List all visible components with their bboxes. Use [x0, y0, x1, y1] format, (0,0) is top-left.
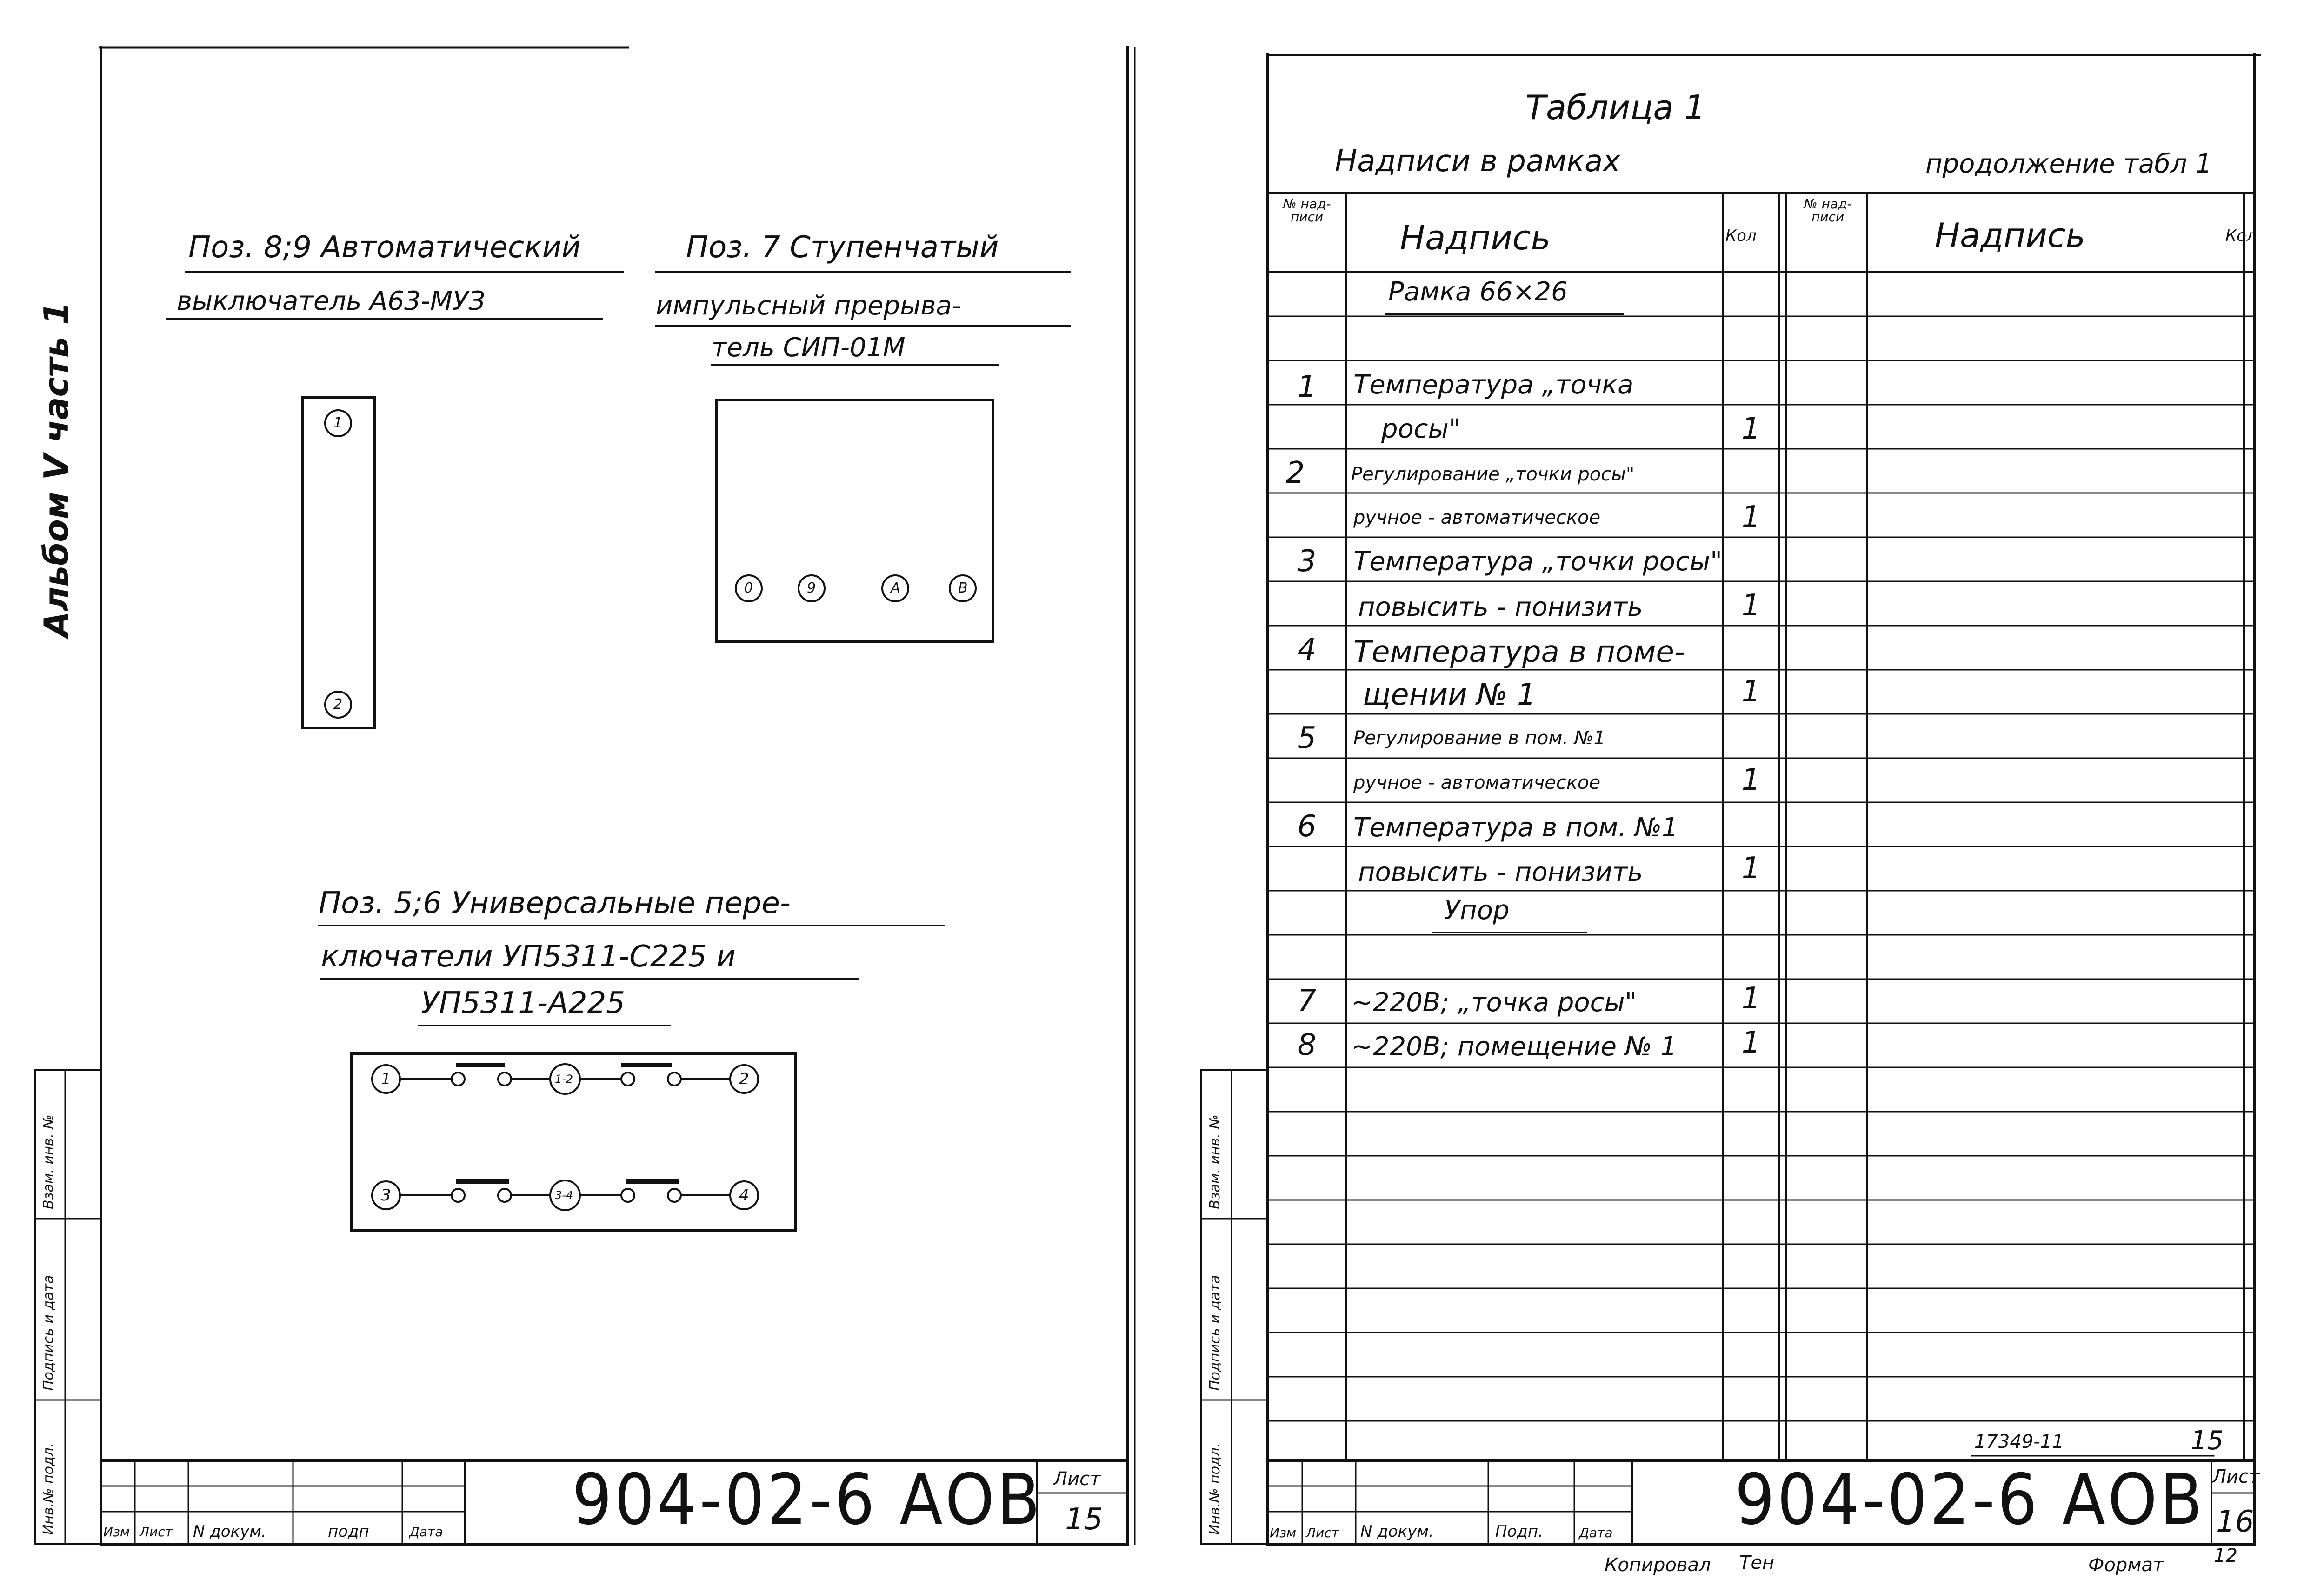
frame-title: Рамка 66×26 [1388, 277, 1568, 307]
switch-terminal-3: 3 [381, 1186, 391, 1205]
header-qty-left: Кол [1725, 227, 1757, 245]
table-row-text: повысить - понизить [1358, 857, 1643, 887]
switch-terminal-1-2: 1-2 [555, 1073, 573, 1086]
left-col-doc: N докум. [193, 1522, 266, 1541]
left-stamp-inv: Инв.№ подл. [40, 1443, 57, 1535]
left-sheet-label: Лист [1053, 1468, 1101, 1490]
left-col-list: Лист [140, 1524, 173, 1540]
format-label: Формат [2088, 1554, 2164, 1576]
switch-terminal-3-4: 3-4 [555, 1189, 573, 1202]
right-col-doc: N докум. [1360, 1522, 1434, 1541]
table-row-no: 3 [1297, 544, 1317, 579]
right-stamp-replace: Взам. инв. № [1207, 1114, 1223, 1209]
right-col-list: Лист [1306, 1525, 1339, 1540]
device-7-terminal-a: A [891, 580, 900, 596]
table-row-no: 2 [1285, 456, 1305, 490]
table-row-text: росы" [1381, 414, 1461, 444]
table-continuation: продолжение табл 1 [1925, 149, 2212, 179]
copied-by-sign: Тен [1739, 1552, 1775, 1573]
table-row-no: 1 [1297, 370, 1317, 404]
table-row-text: Температура в поме- [1353, 635, 1685, 669]
device-5-6-title-1: Поз. 5;6 Универсальные пере- [319, 886, 791, 920]
device-8-9-terminal-1: 1 [333, 415, 343, 431]
table-row-text: ручное - автоматическое [1353, 507, 1601, 528]
left-col-date: Дата [409, 1524, 443, 1540]
left-col-izm: Изм [103, 1524, 130, 1540]
switch-terminal-1: 1 [381, 1070, 391, 1088]
device-7-terminal-b: B [958, 580, 968, 596]
table-row-no: 6 [1297, 809, 1317, 844]
left-stamp-replace: Взам. инв. № [40, 1114, 57, 1209]
device-5-6-title-2: ключатели УП5311-С225 и [321, 940, 736, 974]
left-sheet-number: 15 [1065, 1502, 1103, 1537]
device-8-9-terminal-2: 2 [333, 696, 343, 713]
table-row-qty: 1 [1741, 851, 1761, 886]
table-row-text: щении № 1 [1363, 678, 1536, 712]
order-page: 15 [2191, 1426, 2224, 1456]
table-row-text: ~220В; помещение № 1 [1351, 1032, 1677, 1062]
right-stamp-sign: Подпись и дата [1207, 1275, 1223, 1391]
table-row-text: Температура „точка [1353, 370, 1634, 400]
stop-title: Упор [1444, 895, 1510, 926]
device-8-9-title-2: выключатель А63-МУЗ [177, 286, 486, 316]
table-row-qty: 1 [1741, 981, 1761, 1016]
left-stamp-sign: Подпись и дата [40, 1275, 57, 1391]
right-stamp-inv: Инв.№ подл. [1207, 1443, 1223, 1535]
device-7-title-2: импульсный прерыва- [656, 291, 961, 321]
order-number: 17349-11 [1974, 1431, 2064, 1453]
header-text-right: Надпись [1935, 216, 2085, 255]
table-row-qty: 1 [1741, 588, 1761, 623]
table-row-qty: 1 [1741, 1026, 1761, 1060]
device-7-title-3: тель СИП-01М [712, 333, 906, 363]
device-8-9-title-1: Поз. 8;9 Автоматический [188, 230, 581, 265]
right-sheet-label: Лист [2212, 1466, 2260, 1487]
table-row-text: повысить - понизить [1358, 592, 1643, 622]
header-no-right: № над-писи [1804, 196, 1852, 225]
table-row-text: Температура „точки росы" [1353, 547, 1722, 577]
table-row-text: Регулирование „точки росы" [1351, 464, 1635, 485]
right-col-sign: Подп. [1495, 1522, 1543, 1541]
table-row-qty: 1 [1741, 674, 1761, 709]
device-7-title-1: Поз. 7 Ступенчатый [686, 230, 999, 265]
table-row-qty: 1 [1741, 500, 1761, 534]
right-col-date: Дата [1579, 1525, 1613, 1540]
device-5-6-title-3: УП5311-А225 [421, 986, 626, 1020]
copied-by-label: Копировал [1605, 1554, 1711, 1576]
switch-terminal-4: 4 [739, 1186, 749, 1205]
left-document-code: 904-02-6 АОВ [572, 1460, 1043, 1540]
table-subtitle: Надписи в рамках [1335, 144, 1621, 179]
format-value: 12 [2214, 1545, 2237, 1566]
table-row-qty: 1 [1741, 412, 1761, 446]
device-7-terminal-0: 0 [744, 580, 753, 596]
table-row-text: ручное - автоматическое [1353, 772, 1601, 793]
table-row-no: 7 [1297, 984, 1317, 1018]
table-row-no: 8 [1297, 1028, 1317, 1062]
right-document-code: 904-02-6 АОВ [1735, 1460, 2205, 1540]
table-row-text: Температура в пом. №1 [1353, 813, 1678, 843]
album-label: Альбом V часть 1 [37, 301, 76, 637]
table-row-text: ~220В; „точка росы" [1351, 987, 1637, 1018]
table-row-no: 4 [1297, 633, 1317, 667]
table-row-qty: 1 [1741, 763, 1761, 797]
table-title: Таблица 1 [1525, 88, 1706, 127]
right-col-izm: Изм [1270, 1525, 1296, 1540]
device-7-terminal-9: 9 [807, 580, 816, 596]
header-qty-right: Кол [2225, 227, 2257, 245]
table-row-text: Регулирование в пом. №1 [1353, 727, 1605, 749]
header-text-left: Надпись [1400, 218, 1551, 257]
switch-terminal-2: 2 [739, 1070, 749, 1088]
right-sheet-number: 16 [2216, 1505, 2254, 1539]
header-no-left: № над-писи [1283, 196, 1331, 225]
left-col-sign: подп [328, 1522, 369, 1541]
table-row-no: 5 [1297, 721, 1317, 755]
